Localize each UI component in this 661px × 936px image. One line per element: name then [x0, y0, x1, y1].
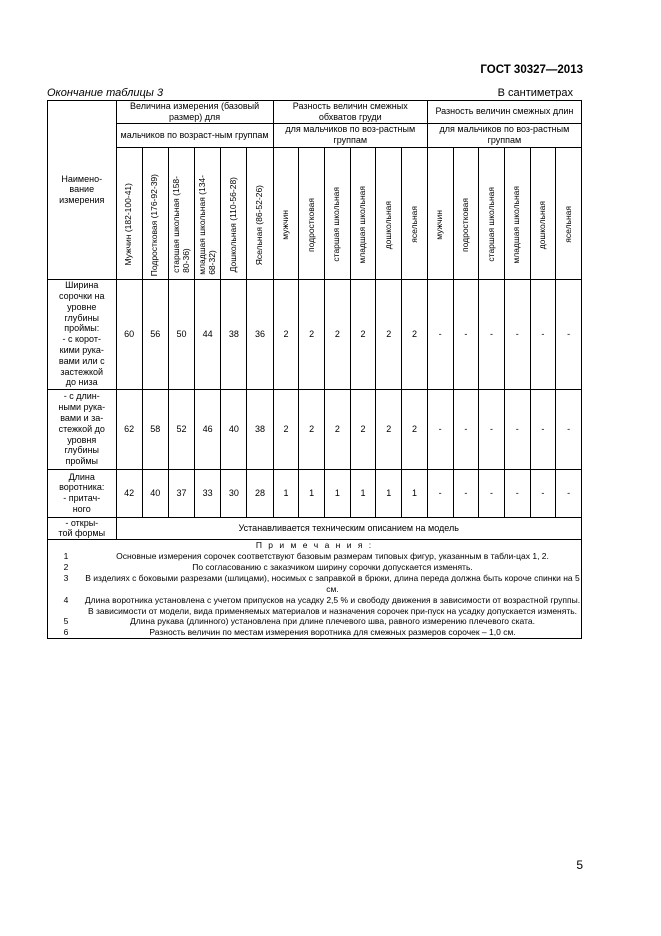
note-text: Длина воротника установлена с учетом припусков на усадку 2,5 % и свободу движения в зависимости от возрастной группы. В зависимости от модели, вида применяемых материалов и назначения сорочек при-пуск на усадку допускается изменять.	[84, 594, 581, 616]
col-header: подростковая	[453, 147, 479, 279]
note-text: В изделиях с боковыми разрезами (шлицами), носимых с заправкой в брюки, длина переда должна быть короче спинки на 5 см.	[85, 572, 580, 594]
model-description-note: Устанавливается техническим описанием на модель	[116, 517, 582, 540]
table-cell: -	[427, 469, 453, 517]
table-cell: -	[504, 279, 530, 389]
group1-title: Величина измерения (базовый размер) для	[116, 101, 273, 124]
note-item	[48, 616, 581, 627]
table-cell: 2	[299, 279, 325, 389]
table-cell: 1	[376, 469, 402, 517]
col-header: мужчин	[427, 147, 453, 279]
table-cell: 58	[142, 389, 168, 469]
row-label: - откры- той формы	[48, 517, 117, 540]
table-cell: 37	[168, 469, 194, 517]
table-cell: 33	[195, 469, 221, 517]
col-header: дошкольная	[376, 147, 402, 279]
col-header: старшая школьная	[479, 147, 505, 279]
table-cell: 2	[325, 389, 351, 469]
note-item	[48, 595, 581, 617]
column-header-measurement: Наимено- вание измерения	[48, 101, 117, 280]
table-cell: 2	[299, 389, 325, 469]
table-cell: -	[556, 389, 582, 469]
col-header: подростковая	[299, 147, 325, 279]
table-cell: 1	[273, 469, 299, 517]
table-cell: 40	[221, 389, 247, 469]
units-label: В сантиметрах	[497, 87, 573, 99]
table-cell: -	[453, 279, 479, 389]
note-number: 6	[63, 627, 69, 638]
group2-subtitle: для мальчиков по воз-растным группам	[273, 123, 427, 147]
table-cell: -	[556, 469, 582, 517]
table-cell: 2	[273, 389, 299, 469]
notes-block	[48, 540, 582, 639]
col-header: старшая школьная	[325, 147, 351, 279]
col-header: мужчин	[273, 147, 299, 279]
table-cell: -	[453, 389, 479, 469]
note-text: Основные измерения сорочек соответствуют базовым размерам типовых фигур, указанным в табли-цах 1, 2.	[116, 551, 549, 562]
note-text: По согласованию с заказчиком ширину сорочки допускается изменять.	[192, 562, 473, 573]
col-header: младшая школьная	[350, 147, 376, 279]
table-cell: -	[504, 389, 530, 469]
table-cell: 28	[247, 469, 273, 517]
note-text: Разность величин по местам измерения воротника для смежных размеров сорочек – 1,0 см.	[149, 627, 516, 638]
table-cell: -	[453, 469, 479, 517]
table-row	[48, 469, 582, 517]
note-item	[48, 562, 581, 573]
size-table	[47, 100, 582, 639]
table-cell: 2	[402, 389, 428, 469]
table-cell: -	[427, 279, 453, 389]
table-cell: -	[530, 389, 556, 469]
note-number: 3	[63, 572, 69, 583]
standard-number: ГОСТ 30327—2013	[480, 64, 583, 76]
table-cell: -	[479, 389, 505, 469]
col-header: Подростковая (176-92-39)	[142, 147, 168, 279]
table-cell: 52	[168, 389, 194, 469]
table-cell: -	[504, 469, 530, 517]
col-header: ясельная	[402, 147, 428, 279]
notes-heading: П р и м е ч а н и я :	[255, 540, 374, 551]
table-cell: 62	[116, 389, 142, 469]
note-number: 1	[63, 551, 69, 562]
note-number: 4	[63, 594, 69, 605]
table-cell: 40	[142, 469, 168, 517]
table-row	[48, 389, 582, 469]
col-header: ясельная	[556, 147, 582, 279]
note-number: 5	[63, 616, 69, 627]
note-item	[48, 627, 581, 638]
row-label: Длина воротника: - притач- ного	[48, 469, 117, 517]
table-cell: 38	[221, 279, 247, 389]
table-cell: 36	[247, 279, 273, 389]
note-item	[48, 573, 581, 595]
note-item	[48, 551, 581, 562]
table-cell: 46	[195, 389, 221, 469]
table-cell: 2	[376, 389, 402, 469]
col-header: Ясельная (86-52-26)	[247, 147, 273, 279]
col-header: дошкольная	[530, 147, 556, 279]
table-cell: 2	[402, 279, 428, 389]
table-cell: -	[556, 279, 582, 389]
table-cell: 38	[247, 389, 273, 469]
table-cell: 1	[325, 469, 351, 517]
row-label: - с длин- ными рука- вами и за- стежкой до уровня глубины проймы	[48, 389, 117, 469]
group1-subtitle: мальчиков по возраст-ным группам	[116, 123, 273, 147]
table-cell: 1	[350, 469, 376, 517]
table-cell: -	[427, 389, 453, 469]
table-cell: 2	[350, 389, 376, 469]
note-text: Длина рукава (длинного) установлена при длине плечевого шва, равного измерению плечевого ската.	[130, 616, 535, 627]
table-cell: 60	[116, 279, 142, 389]
col-header: старшая школьная (158- 80-36)	[168, 147, 194, 279]
table-cell: 2	[325, 279, 351, 389]
table-cell: 2	[350, 279, 376, 389]
page-number: 5	[576, 858, 583, 872]
col-header: младшая школьная	[504, 147, 530, 279]
table-cell: 1	[402, 469, 428, 517]
col-header: Дошкольная (110-56-28)	[221, 147, 247, 279]
group3-title: Разность величин смежных длин	[427, 101, 581, 124]
table-cell: -	[479, 469, 505, 517]
table-row	[48, 279, 582, 389]
table-cell: 42	[116, 469, 142, 517]
table-cell: 2	[376, 279, 402, 389]
note-number: 2	[63, 562, 69, 573]
table-cell: -	[530, 279, 556, 389]
table-cell: 56	[142, 279, 168, 389]
table-cell: 2	[273, 279, 299, 389]
row-label: Ширина сорочки на уровне глубины проймы: - с корот- кими рука- вами или с застежкой до низа	[48, 279, 117, 389]
table-cell: -	[530, 469, 556, 517]
group2-title: Разность величин смежных обхватов груди	[273, 101, 427, 124]
table-cell: 30	[221, 469, 247, 517]
col-header: младшая школьная (134- 68-32)	[195, 147, 221, 279]
table-cell: -	[479, 279, 505, 389]
table-cell: 50	[168, 279, 194, 389]
col-header: Мужчин (182-100-41)	[116, 147, 142, 279]
group3-subtitle: для мальчиков по воз-растным группам	[427, 123, 581, 147]
table-cell: 1	[299, 469, 325, 517]
table-continuation-caption: Окончание таблицы 3	[47, 87, 164, 99]
table-cell: 44	[195, 279, 221, 389]
